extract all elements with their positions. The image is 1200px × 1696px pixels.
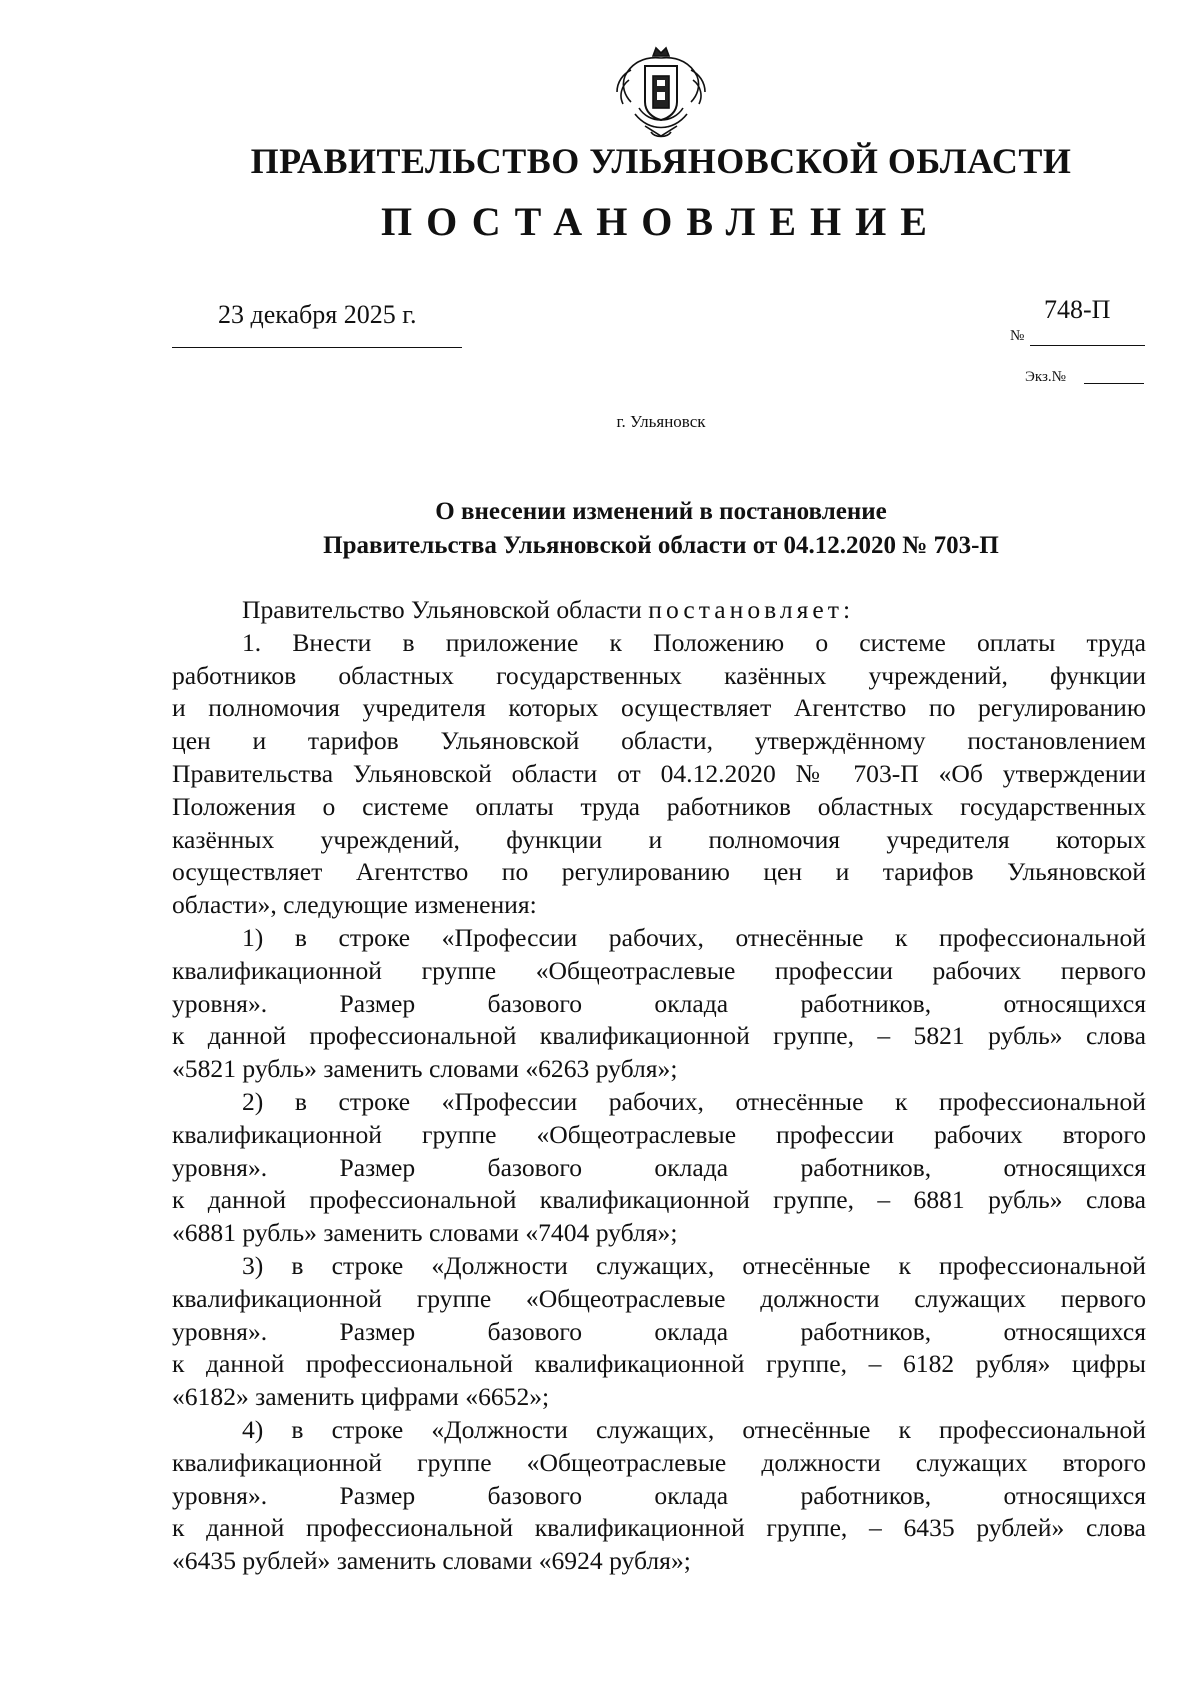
item-line: к данной профессиональной квалификационной группе, – 5821 рубль» слова: [172, 1021, 1146, 1051]
item-line: уровня». Размер базового оклада работников, относящихся: [172, 988, 1146, 1018]
preamble-text: Правительство Ульяновской области: [242, 595, 649, 624]
document-subject: [0, 495, 1200, 563]
number-label: №: [1010, 328, 1025, 344]
item-line: «6881 рубль» заменить словами «7404 рубля»;: [172, 1218, 678, 1248]
paragraph-line: цен и тарифов Ульяновской области, утверждённому постановлением: [172, 726, 1146, 756]
copy-number-underline: [1084, 383, 1144, 384]
preamble-verb: постановляет:: [648, 595, 855, 624]
item-line: «6182» заменить цифрами «6652»;: [172, 1382, 550, 1412]
document-type: ПОСТАНОВЛЕНИЕ: [381, 199, 941, 244]
document-body: [172, 594, 1146, 1578]
item-line: 3) в строке «Должности служащих, отнесённые к профессиональной: [242, 1250, 1146, 1280]
copy-number-label: Экз.№: [1025, 369, 1066, 385]
city: г. Ульяновск: [616, 412, 706, 431]
date-underline: [172, 347, 462, 348]
paragraph-line: работников областных государственных казённых учреждений, функции: [172, 660, 1146, 690]
item-line: к данной профессиональной квалификационной группе, – 6881 рубль» слова: [172, 1185, 1146, 1215]
item-line: квалификационной группе «Общеотраслевые должности служащих первого: [172, 1283, 1146, 1313]
item-line: 1) в строке «Профессии рабочих, отнесённые к профессиональной: [242, 922, 1146, 952]
paragraph-line: осуществляет Агентство по регулированию цен и тарифов Ульяновской: [172, 857, 1146, 887]
number-underline: [1030, 345, 1145, 346]
paragraph-line: Правительства Ульяновской области от 04.12.2020 № 703-П «Об утверждении: [172, 758, 1146, 788]
government-title: ПРАВИТЕЛЬСТВО УЛЬЯНОВСКОЙ ОБЛАСТИ: [250, 141, 1072, 181]
document-number: 748-П: [1044, 295, 1111, 324]
item-line: «5821 рубль» заменить словами «6263 рубля»;: [172, 1054, 678, 1084]
item-line: уровня». Размер базового оклада работников, относящихся: [172, 1480, 1146, 1510]
paragraph-line: казённых учреждений, функции и полномочия учредителя которых: [172, 824, 1146, 854]
document-date: 23 декабря 2025 г.: [218, 300, 417, 329]
item-line: «6435 рублей» заменить словами «6924 рубля»;: [172, 1546, 691, 1576]
item-line: уровня». Размер базового оклада работников, относящихся: [172, 1152, 1146, 1182]
item-line: квалификационной группе «Общеотраслевые профессии рабочих второго: [172, 1119, 1146, 1149]
paragraph-line: области», следующие изменения:: [172, 890, 537, 920]
subject-line: О внесении изменений в постановление: [435, 498, 887, 525]
item-line: 2) в строке «Профессии рабочих, отнесённые к профессиональной: [242, 1086, 1146, 1116]
subject-line: Правительства Ульяновской области от 04.12.2020 № 703-П: [323, 532, 999, 559]
coat-of-arms-icon: [609, 46, 713, 140]
item-line: 4) в строке «Должности служащих, отнесённые к профессиональной: [242, 1414, 1146, 1444]
item-line: квалификационной группе «Общеотраслевые профессии рабочих первого: [172, 955, 1146, 985]
preamble: [172, 594, 1146, 627]
paragraph-line: 1. Внести в приложение к Положению о системе оплаты труда: [242, 627, 1146, 657]
paragraph-line: и полномочия учредителя которых осуществляет Агентство по регулированию: [172, 693, 1146, 723]
item-line: уровня». Размер базового оклада работников, относящихся: [172, 1316, 1146, 1346]
item-line: к данной профессиональной квалификационной группе, – 6182 рубля» цифры: [172, 1349, 1146, 1379]
item-line: к данной профессиональной квалификационной группе, – 6435 рублей» слова: [172, 1513, 1146, 1543]
item-line: квалификационной группе «Общеотраслевые должности служащих второго: [172, 1447, 1146, 1477]
paragraph-line: Положения о системе оплаты труда работников областных государственных: [172, 791, 1146, 821]
